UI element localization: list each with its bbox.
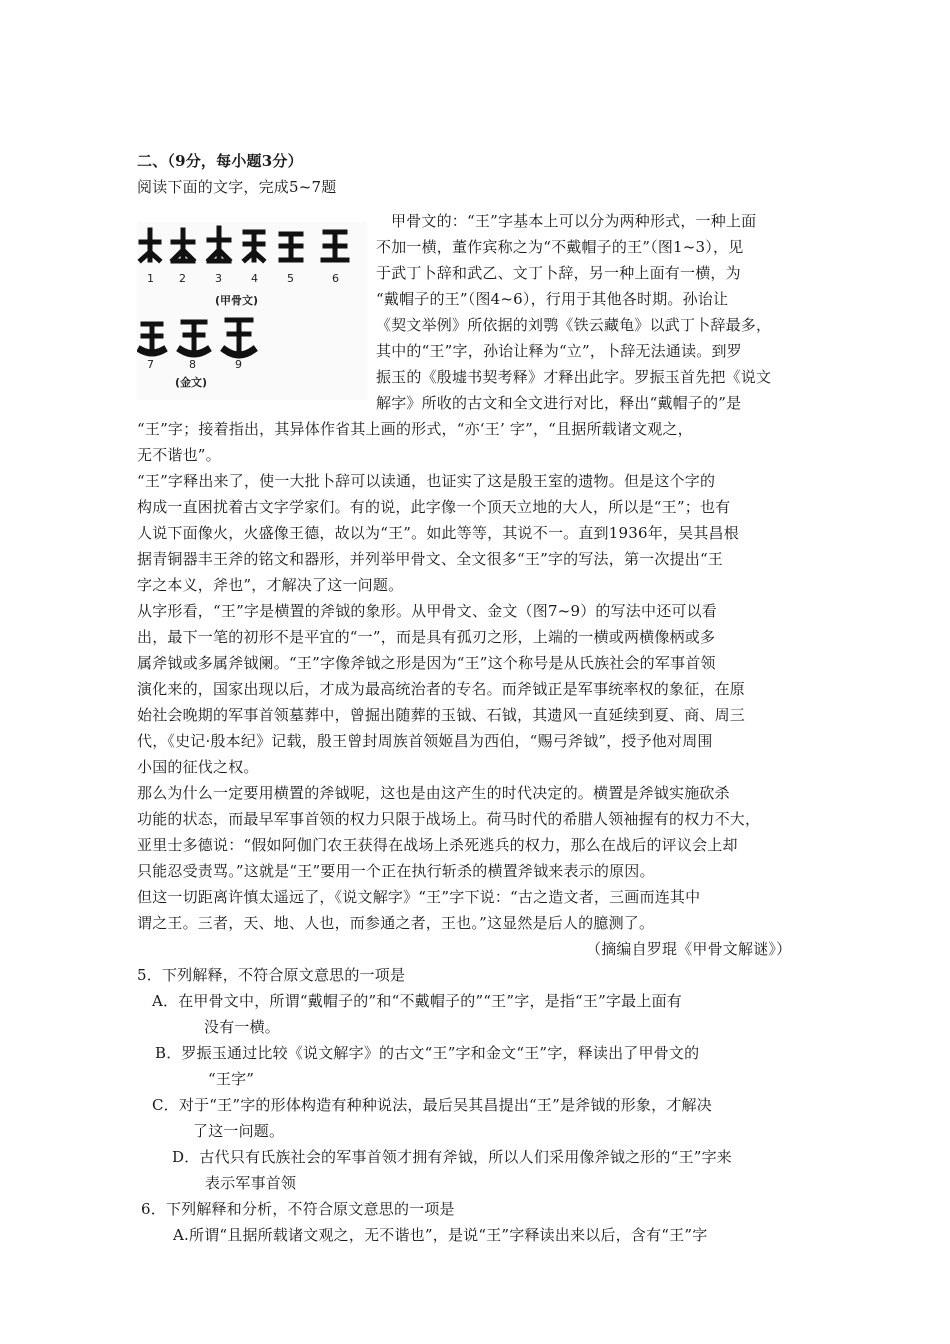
passage-line: 其中的“王”字，孙诒让释为“立”，卜辞无法通读。到罗 bbox=[376, 342, 742, 360]
section-instruction: 阅读下面的文字，完成5~7题 bbox=[137, 178, 337, 196]
figure-number-2: 2 bbox=[179, 272, 186, 285]
glyph-2 bbox=[173, 230, 193, 261]
question-5-option-a: A．在甲骨文中，所谓“戴帽子的”和“不戴帽子的”“王”字，是指“王”字最上面有 bbox=[152, 992, 682, 1010]
wang-character-figure bbox=[137, 222, 367, 400]
glyph-4 bbox=[245, 232, 263, 260]
passage-line: 那么为什么一定要用横置的斧钺呢，这也是由这产生的时代决定的。横置是斧钺实施砍杀 bbox=[137, 784, 730, 802]
question-5-option-c: C．对于“王”字的形体构造有种种说法，最后吴其昌提出“王”是斧钺的形象，才解决 bbox=[152, 1096, 712, 1114]
question-5-option-b-cont: “王字” bbox=[208, 1070, 255, 1088]
passage-line: “王”字；接着指出，其异体作省其上画的形式，“亦‘王’ 字”，“且据所载诸文观之， bbox=[137, 420, 693, 438]
passage-line: 从字形看，“王”字是横置的斧钺的象形。从甲骨文、金文（图7~9）的写法中还可以看 bbox=[137, 602, 717, 620]
figure-number-5: 5 bbox=[287, 272, 294, 285]
passage-line: 振玉的《殷墟书契考释》才释出此字。罗振玉首先把《说文 bbox=[376, 368, 772, 386]
passage-line: 小国的征伐之权。 bbox=[137, 758, 259, 776]
figure-label-bronze: (金文) bbox=[175, 376, 208, 389]
passage-line: 属斧钺或多属斧钺阑。“王”字像斧钺之形是因为“王”这个称号是从氏族社会的军事首领 bbox=[137, 654, 716, 672]
question-5-option-d: D．古代只有氏族社会的军事首领才拥有斧钺，所以人们采用像斧钺之形的“王”字来 bbox=[172, 1148, 732, 1166]
passage-line: “戴帽子的王”（图4~6），行用于其他各时期。孙诒让 bbox=[376, 290, 729, 308]
figure-label-oracle: (甲骨文) bbox=[215, 294, 259, 307]
figure-number-1: 1 bbox=[147, 272, 154, 285]
question-5-option-c-cont: 了这一问题。 bbox=[193, 1122, 285, 1140]
passage-line: 只能忍受责骂。”这就是“王”要用一个正在执行斩杀的横置斧钺来表示的原因。 bbox=[137, 862, 655, 880]
passage-line: 始社会晚期的军事首领墓葬中，曾掘出随葬的玉钺、石钺，其遗风一直延续到夏、商、周三 bbox=[137, 706, 746, 724]
question-5-option-b: B．罗振玉通过比较《说文解字》的古文“王”字和金文“王”字，释读出了甲骨文的 bbox=[155, 1044, 700, 1062]
passage-line: 出，最下一笔的初形不是平宜的“一”，而是具有孤刃之形，上端的一横或两横像柄或多 bbox=[137, 628, 716, 646]
glyph-7 bbox=[141, 324, 163, 353]
passage-line: 据青铜器丰王斧的铭文和器形，并列举甲骨文、全文很多“王”字的写法，第一次提出“王 bbox=[137, 550, 724, 568]
question-5-option-a-cont: 没有一横。 bbox=[204, 1018, 281, 1036]
wang-glyph-illustration bbox=[137, 222, 367, 400]
glyph-1 bbox=[141, 230, 159, 260]
passage-line: 《契文举例》所依据的刘鹗《铁云藏龟》以武丁卜辞最多， bbox=[376, 316, 772, 334]
passage-line: 但这一切距离许慎太遥远了，《说文解字》“王”字下说：“古之造文者，三画而连其中 bbox=[137, 888, 701, 906]
figure-number-9: 9 bbox=[235, 358, 242, 371]
passage-line: 无不谐也”。 bbox=[137, 446, 221, 464]
passage-line: 亚里士多德说：“假如阿伽门农王获得在战场上杀死逃兵的权力，那么在战后的评议会上却 bbox=[137, 836, 738, 854]
passage-line: 于武丁卜辞和武乙、文丁卜辞，另一种上面有一横，为 bbox=[376, 264, 741, 282]
glyph-3 bbox=[209, 228, 229, 261]
passage-line: 构成一直困扰着古文字学家们。有的说，此字像一个顶天立地的大人，所以是“王”；也有 bbox=[137, 498, 731, 516]
question-6-option-a: A.所谓“且据所载诸文观之，无不谐也”，是说“王”字释读出来以后，含有“王”字 bbox=[173, 1226, 708, 1244]
question-5-stem: 5．下列解释，不符合原文意思的一项是 bbox=[137, 966, 406, 984]
passage-line: 字之本义，斧也”，才解决了这一问题。 bbox=[137, 576, 404, 594]
glyph-8 bbox=[181, 322, 207, 354]
passage-line: 人说下面像火，火盛像王德，故以为“王”。如此等等，其说不一。直到1936年，吴其昌根 bbox=[137, 524, 739, 542]
passage-line: 代，《史记·殷本纪》记载，殷王曾封周族首领姬昌为西伯，“赐弓斧钺”，授予他对周围 bbox=[137, 732, 713, 750]
passage-line: 演化来的，国家出现以后，才成为最高统治者的专名。而斧钺正是军事统率权的象征，在原 bbox=[137, 680, 746, 698]
passage-line: 谓之王。三者，天、地、人也，而参通之者，王也。”这显然是后人的臆测了。 bbox=[137, 914, 655, 932]
figure-number-3: 3 bbox=[215, 272, 222, 285]
passage-line: 解字》所收的古文和全文进行对比，释出“戴帽子的”是 bbox=[376, 394, 742, 412]
glyph-5 bbox=[281, 234, 301, 260]
glyph-9 bbox=[225, 320, 253, 355]
passage-source: （摘编自罗琨《甲骨文解谜》） bbox=[586, 940, 792, 958]
figure-number-8: 8 bbox=[189, 358, 196, 371]
question-6-stem: 6．下列解释和分析，不符合原文意思的一项是 bbox=[141, 1200, 455, 1218]
passage-line: “王”字释出来了，使一大批卜辞可以读通，也证实了这是殷王室的遗物。但是这个字的 bbox=[137, 472, 716, 490]
passage-line: 功能的状态，而最早军事首领的权力只限于战场上。荷马时代的希腊人领袖握有的权力不大， bbox=[137, 810, 761, 828]
figure-number-7: 7 bbox=[147, 358, 154, 371]
glyph-6 bbox=[323, 232, 347, 260]
question-5-option-d-cont: 表示军事首领 bbox=[205, 1174, 297, 1192]
section-heading: 二、（9分，每小题3分） bbox=[137, 152, 303, 170]
passage-line: 不加一横，董作宾称之为“不戴帽子的王”（图1~3），见 bbox=[376, 238, 744, 256]
passage-line: 甲骨文的：“王”字基本上可以分为两种形式，一种上面 bbox=[391, 212, 757, 230]
figure-number-4: 4 bbox=[251, 272, 258, 285]
figure-number-6: 6 bbox=[332, 272, 339, 285]
